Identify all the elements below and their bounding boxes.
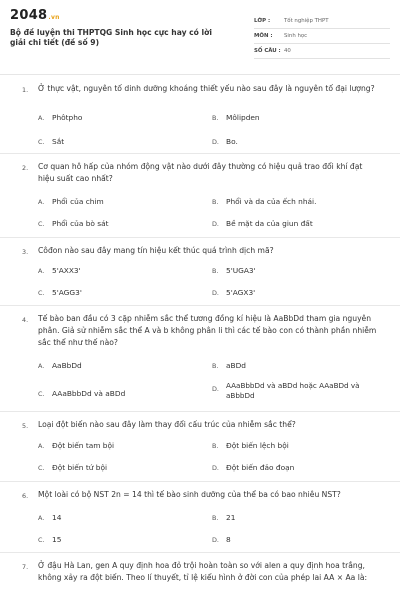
meta-label: SỐ CÂU : bbox=[254, 48, 281, 54]
site-logo[interactable]: 2048.vn bbox=[10, 8, 60, 23]
answer-option[interactable]: D. Bo. bbox=[212, 137, 238, 146]
question-text: Ở thực vật, nguyên tố dinh dưỡng khoáng thiết yếu nào sau đây là nguyên tố đại lượng? bbox=[38, 84, 375, 93]
answer-option[interactable]: B. aBDd bbox=[212, 361, 246, 370]
question-number: 2. bbox=[22, 164, 29, 172]
question-text: Ở đậu Hà Lan, gen A quy định hoa đỏ trội hoàn toàn so với alen a quy định hoa trắng, không xảy ra đột biến. Theo lí thuyết, tỉ lệ kiểu hình ở đời con của phép lai AA × Aa là: bbox=[38, 561, 368, 582]
document-meta bbox=[254, 14, 390, 59]
meta-value: Tốt nghiệp THPT bbox=[284, 18, 329, 24]
answer-option[interactable]: D. Bề mặt da của giun đất bbox=[212, 219, 313, 228]
answer-option[interactable]: C. Đột biến tứ bội bbox=[38, 463, 108, 472]
question-number: 6. bbox=[22, 492, 29, 500]
answer-option[interactable]: C. 15 bbox=[38, 535, 62, 544]
question-divider bbox=[0, 153, 400, 154]
question-text: Cơ quan hô hấp của nhóm động vật nào dưới đây thường có hiệu quả trao đổi khí đạt hiệu suất cao nhất? bbox=[38, 162, 363, 183]
question-text: Tế bào ban đầu có 3 cặp nhiễm sắc thể tương đồng kí hiệu là AaBbDd tham gia nguyên phân. Giả sử nhiễm sắc thể A và b không phân li thì các tế bào con có thành phần nhiễm sắc thể như thế nào? bbox=[38, 314, 377, 347]
question-number: 5. bbox=[22, 422, 29, 430]
answer-option[interactable]: D. 5'AGX3' bbox=[212, 288, 256, 297]
answer-option[interactable]: B. 21 bbox=[212, 513, 236, 522]
question-divider bbox=[0, 552, 400, 553]
question-divider bbox=[0, 411, 400, 412]
meta-row-subject bbox=[254, 29, 390, 44]
question-number: 1. bbox=[22, 86, 29, 94]
question-divider bbox=[0, 481, 400, 482]
meta-value: Sinh học bbox=[284, 33, 308, 39]
answer-option[interactable]: B. Đột biến lệch bội bbox=[212, 441, 289, 450]
answer-option[interactable]: D. Đột biến đảo đoạn bbox=[212, 463, 295, 472]
answer-option[interactable]: C. Sắt bbox=[38, 137, 65, 146]
question-text: Côđon nào sau đây mang tín hiệu kết thúc quá trình dịch mã? bbox=[38, 246, 274, 255]
answer-option[interactable]: B. Môlipden bbox=[212, 113, 260, 122]
question-number: 4. bbox=[22, 316, 29, 324]
meta-value: 40 bbox=[284, 48, 291, 54]
meta-label: LỚP : bbox=[254, 18, 271, 24]
answer-option[interactable]: A. Phổi của chim bbox=[38, 197, 104, 206]
meta-label: MÔN : bbox=[254, 33, 273, 39]
meta-row-grade bbox=[254, 14, 390, 29]
answer-option[interactable]: A. Phôtpho bbox=[38, 113, 83, 122]
answer-option[interactable]: C. 5'AGG3' bbox=[38, 288, 82, 297]
meta-row-question-count bbox=[254, 44, 390, 59]
header-divider bbox=[0, 74, 400, 75]
answer-option[interactable]: A. 14 bbox=[38, 513, 62, 522]
question-number: 3. bbox=[22, 248, 29, 256]
answer-option[interactable]: D. 8 bbox=[212, 535, 231, 544]
answer-option[interactable]: A. AaBbDd bbox=[38, 361, 82, 370]
document-header bbox=[0, 0, 400, 66]
question-number: 7. bbox=[22, 563, 29, 571]
answer-option[interactable]: A. 5'AXX3' bbox=[38, 266, 81, 275]
answer-option[interactable]: A. Đột biến tam bội bbox=[38, 441, 115, 450]
answer-option[interactable]: C. AAaBbbDd và aBDd bbox=[38, 389, 126, 398]
document-title: Bộ đề luyện thi THPTQG Sinh học cực hay có lời giải chi tiết (đề số 9) bbox=[10, 28, 212, 47]
answer-option[interactable]: D. AAaBbbDd và aBDd hoặc AAaBDd và aBbbDd bbox=[212, 381, 360, 400]
question-divider bbox=[0, 237, 400, 238]
answer-option[interactable]: B. 5'UGA3' bbox=[212, 266, 256, 275]
answer-option[interactable]: C. Phổi của bò sát bbox=[38, 219, 109, 228]
question-divider bbox=[0, 305, 400, 306]
question-text: Một loài có bộ NST 2n = 14 thì tế bào sinh dưỡng của thể ba có bao nhiêu NST? bbox=[38, 490, 341, 499]
answer-option[interactable]: B. Phổi và da của ếch nhái. bbox=[212, 197, 317, 206]
question-text: Loại đột biến nào sau đây làm thay đổi cấu trúc của nhiễm sắc thể? bbox=[38, 420, 296, 429]
